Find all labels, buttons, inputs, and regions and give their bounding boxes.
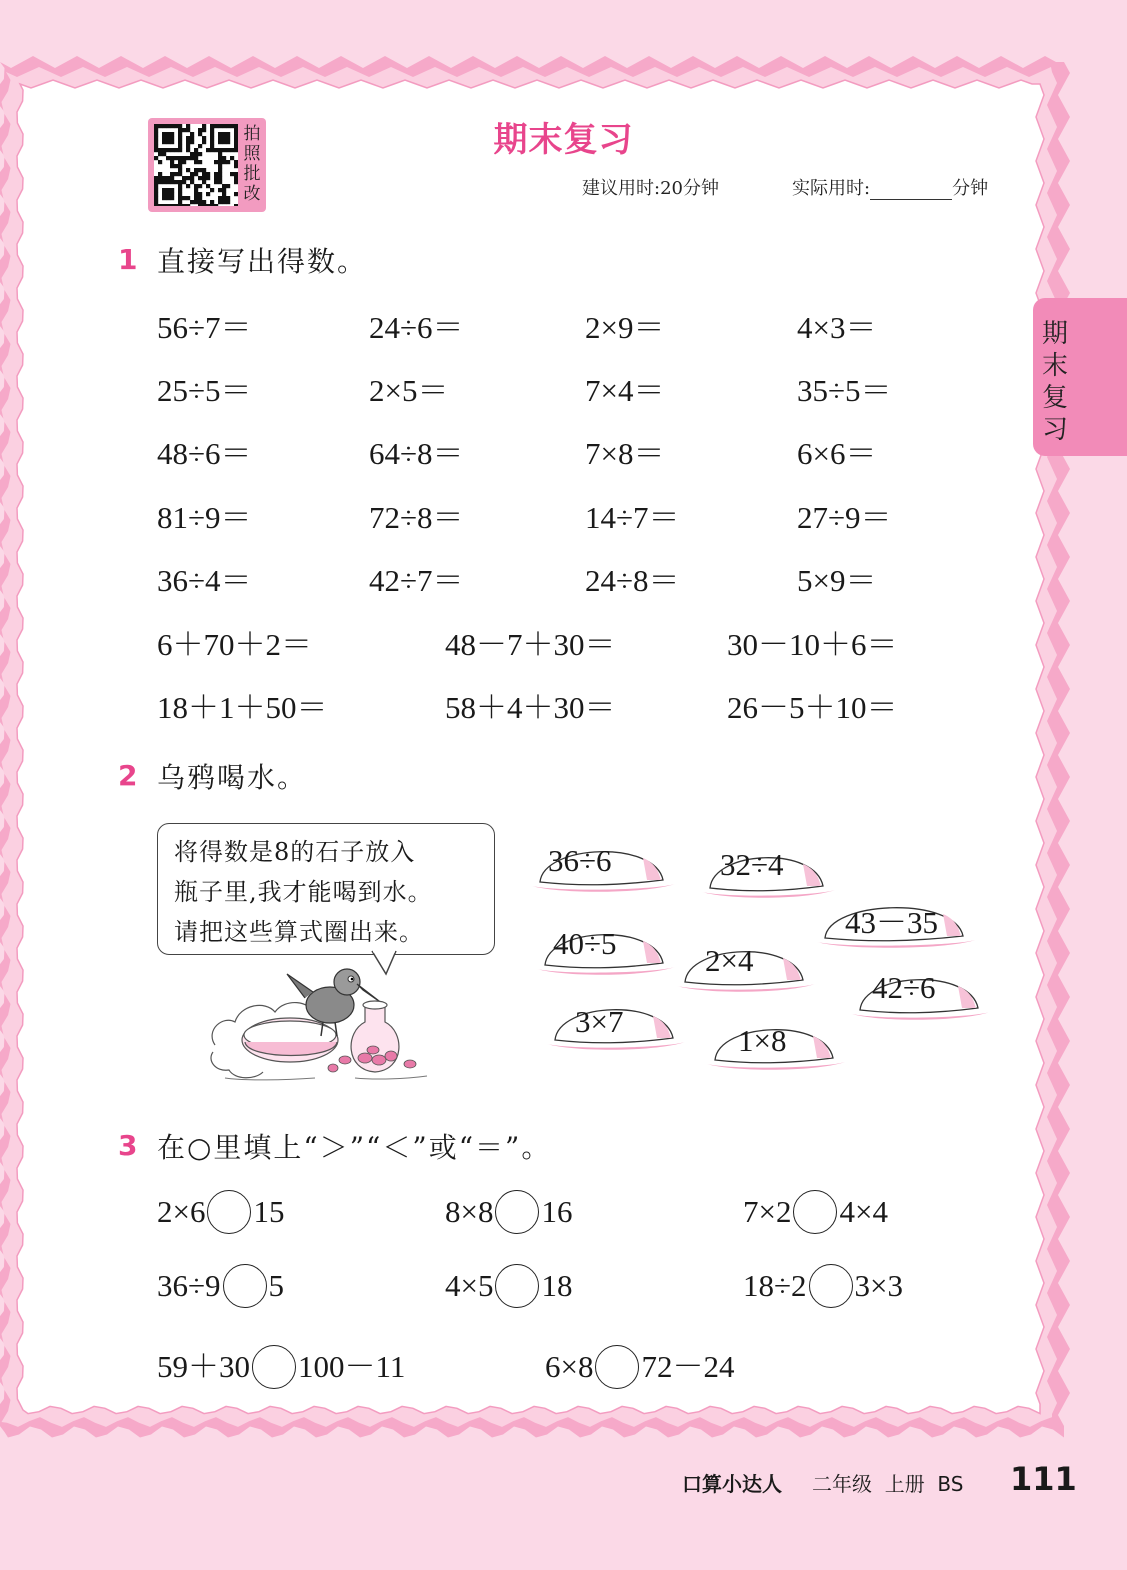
qr-module bbox=[174, 204, 178, 206]
qr-module bbox=[158, 204, 162, 206]
qr-module bbox=[198, 200, 202, 204]
qr-module bbox=[182, 196, 186, 200]
compare-circle[interactable] bbox=[252, 1345, 296, 1389]
qr-module bbox=[206, 192, 210, 196]
compare-item bbox=[545, 1341, 734, 1392]
qr-module bbox=[202, 180, 206, 184]
qr-module bbox=[166, 180, 170, 184]
qr-module bbox=[194, 184, 198, 188]
qr-module bbox=[202, 204, 206, 206]
speech-bubble-text bbox=[174, 832, 484, 952]
qr-module bbox=[178, 184, 182, 188]
qr-module bbox=[226, 200, 230, 204]
compare-item bbox=[445, 1193, 572, 1237]
qr-module bbox=[154, 204, 158, 206]
qr-module bbox=[178, 204, 182, 206]
compare-right: 18 bbox=[541, 1268, 573, 1304]
stone-shadow bbox=[677, 984, 815, 992]
qr-module bbox=[170, 180, 174, 184]
compare-right: 15 bbox=[253, 1194, 285, 1230]
qr-module bbox=[198, 176, 202, 180]
q1-equation: 24÷8＝ bbox=[585, 563, 680, 598]
side-tab-char: 复 bbox=[1041, 383, 1068, 413]
qr-module bbox=[154, 196, 158, 200]
qr-module bbox=[230, 172, 234, 176]
qr-module bbox=[154, 184, 158, 188]
qr-module bbox=[162, 196, 166, 200]
stone-expression[interactable]: 2×4 bbox=[705, 943, 754, 978]
qr-module bbox=[162, 180, 166, 184]
qr-module bbox=[198, 168, 202, 172]
compare-circle[interactable] bbox=[793, 1190, 837, 1234]
qr-module bbox=[214, 180, 218, 184]
qr-module bbox=[222, 184, 226, 188]
qr-module bbox=[194, 188, 198, 192]
qr-module bbox=[158, 180, 162, 184]
qr-module bbox=[186, 204, 190, 206]
qr-module bbox=[210, 188, 214, 192]
qr-module bbox=[186, 168, 190, 172]
q1-equation: 35÷5＝ bbox=[797, 373, 892, 408]
qr-module bbox=[210, 204, 214, 206]
qr-module bbox=[222, 196, 226, 200]
qr-module bbox=[170, 176, 174, 180]
q1-equation: 14÷7＝ bbox=[585, 500, 680, 535]
qr-module bbox=[190, 200, 194, 204]
stone-expression[interactable]: 32÷4 bbox=[720, 847, 784, 882]
compare-left: 7×2 bbox=[743, 1194, 792, 1230]
qr-module bbox=[178, 168, 182, 172]
qr-module bbox=[198, 196, 202, 200]
bubble-line: 请把这些算式圈出来。 bbox=[174, 918, 424, 946]
qr-module bbox=[178, 188, 182, 192]
qr-module bbox=[218, 200, 222, 204]
qr-module bbox=[218, 180, 222, 184]
qr-module bbox=[218, 196, 222, 200]
compare-right: 3×3 bbox=[854, 1268, 903, 1304]
qr-module bbox=[154, 176, 158, 180]
qr-module bbox=[186, 184, 190, 188]
qr-module bbox=[186, 176, 190, 180]
q1-equation: 72÷8＝ bbox=[369, 500, 464, 535]
compare-circle[interactable] bbox=[207, 1190, 251, 1234]
qr-module bbox=[170, 196, 174, 200]
q1-equation: 5×9＝ bbox=[797, 563, 877, 598]
qr-module bbox=[198, 184, 202, 188]
qr-module bbox=[202, 168, 206, 172]
qr-module bbox=[154, 200, 158, 204]
qr-module bbox=[190, 172, 194, 176]
stone-shadow bbox=[852, 1012, 990, 1020]
stone-expression[interactable]: 3×7 bbox=[575, 1004, 624, 1039]
qr-module bbox=[214, 172, 218, 176]
qr-module bbox=[174, 172, 178, 176]
qr-module bbox=[222, 192, 226, 196]
compare-left: 2×6 bbox=[157, 1194, 206, 1230]
qr-module bbox=[234, 176, 238, 180]
qr-module bbox=[166, 204, 170, 206]
qr-module bbox=[234, 180, 238, 184]
q1-equation: 2×9＝ bbox=[585, 310, 665, 345]
q1-equation: 48÷6＝ bbox=[157, 436, 252, 471]
compare-circle[interactable] bbox=[223, 1264, 267, 1308]
q1-equation: 48－7＋30＝ bbox=[445, 627, 616, 662]
qr-module bbox=[226, 196, 230, 200]
q1-equation: 58＋4＋30＝ bbox=[445, 690, 616, 725]
qr-module bbox=[202, 176, 206, 180]
qr-module bbox=[218, 168, 222, 172]
side-tab-char: 习 bbox=[1041, 415, 1068, 445]
q1-equation: 36÷4＝ bbox=[157, 563, 252, 598]
question-2-title: 乌鸦喝水。 bbox=[157, 761, 308, 794]
qr-module bbox=[206, 172, 210, 176]
bubble-line: 将得数是8的石子放入 bbox=[174, 838, 416, 866]
q1-equation: 18＋1＋50＝ bbox=[157, 690, 328, 725]
q1-equation: 6×6＝ bbox=[797, 436, 877, 471]
compare-circle[interactable] bbox=[495, 1190, 539, 1234]
compare-item bbox=[157, 1193, 284, 1237]
qr-module bbox=[222, 188, 226, 192]
q1-equation: 27÷9＝ bbox=[797, 500, 892, 535]
qr-module bbox=[198, 204, 202, 206]
suggested-time: 建议用时:20分钟 bbox=[582, 178, 719, 199]
compare-left: 8×8 bbox=[445, 1194, 494, 1230]
qr-module bbox=[158, 176, 162, 180]
compare-right: 5 bbox=[268, 1268, 285, 1304]
compare-circle[interactable] bbox=[495, 1264, 539, 1308]
qr-module bbox=[190, 180, 194, 184]
q1-equation: 24÷6＝ bbox=[369, 310, 464, 345]
qr-module bbox=[218, 172, 222, 176]
qr-module bbox=[202, 172, 206, 176]
qr-module bbox=[202, 200, 206, 204]
side-tab-label bbox=[1040, 318, 1070, 446]
compare-right: 100－11 bbox=[298, 1349, 406, 1384]
qr-module bbox=[170, 204, 174, 206]
qr-module bbox=[234, 164, 238, 168]
compare-left: 4×5 bbox=[445, 1268, 494, 1304]
side-tab-char: 末 bbox=[1041, 351, 1068, 381]
qr-module bbox=[234, 172, 238, 176]
stone-shadow bbox=[702, 890, 835, 898]
qr-module bbox=[162, 176, 166, 180]
qr-module bbox=[210, 200, 214, 204]
compare-right: 72－24 bbox=[641, 1349, 735, 1384]
compare-item bbox=[157, 1267, 284, 1311]
compare-left: 6×8 bbox=[545, 1349, 594, 1384]
qr-module bbox=[154, 188, 158, 192]
qr-module bbox=[170, 172, 174, 176]
qr-module bbox=[182, 176, 186, 180]
qr-module bbox=[214, 204, 218, 206]
qr-module bbox=[194, 196, 198, 200]
qr-caption-char: 改 bbox=[243, 184, 261, 204]
compare-circle[interactable] bbox=[809, 1264, 853, 1308]
actual-time-unit: 分钟 bbox=[952, 178, 989, 199]
q1-equation: 26－5＋10＝ bbox=[727, 690, 898, 725]
bubble-line: 瓶子里,我才能喝到水。 bbox=[174, 878, 433, 906]
qr-caption-char: 拍 bbox=[243, 124, 261, 144]
page-number: 111 bbox=[1010, 1460, 1077, 1498]
compare-left: 36÷9 bbox=[157, 1268, 221, 1304]
qr-module bbox=[178, 180, 182, 184]
qr-module bbox=[178, 172, 182, 176]
qr-module bbox=[194, 168, 198, 172]
compare-right: 4×4 bbox=[839, 1194, 888, 1230]
stone-expression[interactable]: 42÷6 bbox=[872, 970, 936, 1005]
q1-equation: 42÷7＝ bbox=[369, 563, 464, 598]
qr-module bbox=[162, 192, 166, 196]
qr-module bbox=[206, 184, 210, 188]
compare-left: 18÷2 bbox=[743, 1268, 807, 1304]
qr-module bbox=[178, 200, 182, 204]
qr-module bbox=[206, 204, 210, 206]
qr-module bbox=[194, 200, 198, 204]
compare-left: 59＋30 bbox=[157, 1349, 250, 1384]
crow-illustration bbox=[205, 960, 435, 1085]
footer-brand: 口算小达人 bbox=[682, 1472, 782, 1496]
stone-shadow bbox=[547, 1042, 685, 1050]
q1-equation: 25÷5＝ bbox=[157, 373, 252, 408]
qr-module bbox=[226, 184, 230, 188]
compare-right: 16 bbox=[541, 1194, 573, 1230]
qr-module bbox=[206, 176, 210, 180]
compare-item bbox=[445, 1267, 572, 1311]
qr-module bbox=[214, 176, 218, 180]
compare-item bbox=[743, 1267, 903, 1311]
qr-module bbox=[182, 204, 186, 206]
qr-module bbox=[218, 188, 222, 192]
qr-module bbox=[222, 200, 226, 204]
qr-module bbox=[170, 164, 174, 168]
question-2-number: 2 bbox=[118, 759, 138, 792]
qr-module bbox=[166, 176, 170, 180]
stone-expression[interactable]: 36÷6 bbox=[548, 843, 612, 878]
q1-equation: 64÷8＝ bbox=[369, 436, 464, 471]
qr-module bbox=[154, 192, 158, 196]
stone-expression[interactable]: 40÷5 bbox=[553, 926, 617, 961]
compare-item bbox=[743, 1193, 888, 1237]
qr-module bbox=[198, 192, 202, 196]
qr-module bbox=[218, 176, 222, 180]
compare-item bbox=[157, 1341, 405, 1392]
stone-shadow bbox=[707, 1062, 845, 1070]
q1-equation: 4×3＝ bbox=[797, 310, 877, 345]
side-tab-char: 期 bbox=[1041, 319, 1068, 349]
qr-module bbox=[162, 188, 166, 192]
qr-module bbox=[170, 188, 174, 192]
qr-module bbox=[174, 180, 178, 184]
q1-equation: 30－10＋6＝ bbox=[727, 627, 898, 662]
question-1-number: 1 bbox=[118, 243, 138, 276]
actual-time-blank[interactable] bbox=[870, 181, 952, 200]
question-3-title: 在○里填上“＞”“＜”或“＝”。 bbox=[157, 1131, 552, 1164]
qr-caption-char: 照 bbox=[243, 144, 261, 164]
qr-module bbox=[194, 192, 198, 196]
question-1-title: 直接写出得数。 bbox=[157, 245, 368, 278]
footer-grade: 二年级 上册 BS bbox=[812, 1472, 964, 1496]
stone-expression[interactable]: 1×8 bbox=[738, 1023, 787, 1058]
page-title: 期末复习 bbox=[493, 120, 634, 160]
qr-module bbox=[182, 180, 186, 184]
stone-shadow bbox=[532, 884, 675, 892]
actual-time-label: 实际用时: bbox=[792, 178, 871, 199]
q1-equation: 56÷7＝ bbox=[157, 310, 252, 345]
qr-module bbox=[186, 196, 190, 200]
qr-module bbox=[170, 192, 174, 196]
qr-module bbox=[178, 164, 182, 168]
qr-module bbox=[174, 164, 178, 168]
q1-equation: 6＋70＋2＝ bbox=[157, 627, 312, 662]
qr-module bbox=[158, 172, 162, 176]
qr-module bbox=[166, 192, 170, 196]
actual-time bbox=[792, 174, 988, 200]
stone-expression[interactable]: 43－35 bbox=[845, 905, 938, 940]
qr-module bbox=[194, 172, 198, 176]
qr-module bbox=[162, 204, 166, 206]
qr-module bbox=[166, 188, 170, 192]
stone-shadow bbox=[537, 967, 675, 975]
compare-circle[interactable] bbox=[595, 1345, 639, 1389]
qr-module bbox=[234, 192, 238, 196]
qr-module bbox=[178, 192, 182, 196]
q1-equation: 2×5＝ bbox=[369, 373, 449, 408]
qr-caption-char: 批 bbox=[243, 164, 261, 184]
qr-module bbox=[218, 164, 222, 168]
qr-module bbox=[234, 204, 238, 206]
qr-module bbox=[190, 176, 194, 180]
q1-equation: 7×8＝ bbox=[585, 436, 665, 471]
question-3-number: 3 bbox=[118, 1129, 138, 1162]
q1-equation: 81÷9＝ bbox=[157, 500, 252, 535]
qr-module bbox=[178, 196, 182, 200]
q1-equation: 7×4＝ bbox=[585, 373, 665, 408]
qr-module bbox=[154, 180, 158, 184]
qr-module bbox=[166, 196, 170, 200]
